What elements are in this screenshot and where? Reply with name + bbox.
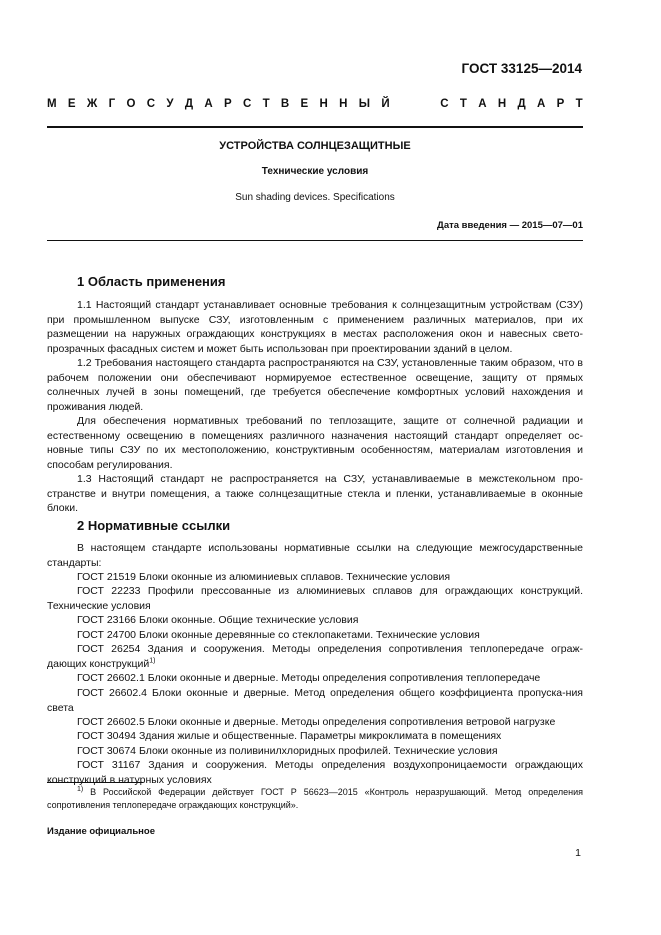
- footnote: [47, 786, 583, 811]
- interstate-standard-banner: [47, 98, 583, 110]
- reference-item-with-footnote: [47, 642, 583, 671]
- reference-item: ГОСТ 22233 Профили прессованные из алюминиевых сплавов для ограждающих конструкций. Технические условия: [47, 585, 583, 612]
- section-1-heading: 1 Область применения: [77, 274, 226, 289]
- reference-item: ГОСТ 23166 Блоки оконные. Общие технические условия: [77, 614, 359, 626]
- banner-letter: С: [440, 98, 449, 110]
- banner-letter: О: [126, 98, 136, 110]
- banner-letter: Д: [184, 98, 194, 110]
- official-edition-label: Издание официальное: [47, 826, 155, 837]
- reference-item: ГОСТ 31167 Здания и сооружения. Методы определения воздухопроницаемости ограждающих конструкций в натурных условиях: [47, 759, 583, 786]
- banner-letter: Т: [575, 98, 583, 110]
- reference-item: ГОСТ 21519 Блоки оконные из алюминиевых сплавов. Технические условия: [77, 571, 451, 583]
- banner-letter: Й: [381, 98, 390, 110]
- banner-letter: А: [204, 98, 213, 110]
- banner-letter: Р: [556, 98, 565, 110]
- banner-letter: Н: [339, 98, 348, 110]
- reference-item: ГОСТ 30494 Здания жилые и общественные. Параметры микроклимата в помещениях: [77, 730, 502, 742]
- banner-letter: Т: [459, 98, 467, 110]
- banner-letter: Н: [497, 98, 507, 110]
- reference-item: ГОСТ 26602.4 Блоки оконные и дверные. Метод определения общего коэффициента пропуска-ния света: [47, 687, 583, 714]
- banner-letter: В: [280, 98, 290, 110]
- reference-text: ГОСТ 26254 Здания и сооружения. Методы определения сопротивления теплопередаче ограж-дающих конструкций: [47, 643, 583, 670]
- reference-item: ГОСТ 26602.5 Блоки оконные и дверные. Методы определения сопротивления ветровой нагрузке: [77, 716, 556, 728]
- section-1-paragraph-4: 1.3 Настоящий стандарт не распространяется на СЗУ, устанавливаемые в межстекольном про-странстве и внутри помещения, а также солнцезащитные стекла и пленки, устанавливаемые в оконные блоки.: [47, 473, 583, 514]
- banner-letter: А: [478, 98, 487, 110]
- english-title: Sun shading devices. Specifications: [235, 192, 395, 203]
- banner-letter: Н: [319, 98, 328, 110]
- section-1-paragraph-3: Для обеспечения нормативных требований по теплозащите, защите от солнечной радиации и естественному освещению в помещениях различного назначения настоящий стандарт определяет ос-новные типы СЗУ по их местоположению, конструктивным особенностям, материалам изготовления и способам регулирования.: [47, 415, 583, 471]
- section-1-paragraph-2: 1.2 Требования настоящего стандарта распространяются на СЗУ, установленные таким образом, что в рабочем положении они обеспечивают нормируемое естественное освещение, защиту от прямых солнечных лучей в зоны помещений, где требуется обеспечение комфортных условий нахождения и проживания людей.: [47, 357, 583, 413]
- footnote-divider: [47, 782, 143, 783]
- title-divider: [47, 240, 583, 241]
- page-number: 1: [575, 847, 581, 859]
- banner-letter: Г: [108, 98, 116, 110]
- banner-letter: Р: [223, 98, 232, 110]
- footnote-marker: 1): [149, 657, 156, 664]
- document-subtitle: Технические условия: [261, 166, 369, 177]
- banner-letter: А: [536, 98, 546, 110]
- reference-item: ГОСТ 24700 Блоки оконные деревянные со стеклопакетами. Технические условия: [77, 629, 480, 641]
- banner-word-gap: [401, 98, 429, 110]
- reference-item: ГОСТ 26602.1 Блоки оконные и дверные. Методы определения сопротивления теплопередаче: [77, 672, 541, 684]
- section-1-paragraph-1: 1.1 Настоящий стандарт устанавливает основные требования к солнцезащитным устройствам (СЗУ) при промышленном выпуске СЗУ, изготовленным с применением различных материалов, при их размещении на наружных ограждающих конструкциях в местах расположения окон и навесных свето-прозрачных фасадных систем и может быть использован при проектировании зданий в целом.: [47, 299, 583, 355]
- banner-letter: С: [146, 98, 156, 110]
- header-divider: [47, 126, 583, 128]
- document-title: УСТРОЙСТВА СОЛНЦЕЗАЩИТНЫЕ: [219, 140, 411, 152]
- section-2-heading: 2 Нормативные ссылки: [77, 518, 231, 533]
- banner-letter: Ы: [358, 98, 371, 110]
- footnote-number: 1): [77, 786, 84, 793]
- banner-letter: Т: [262, 98, 270, 110]
- banner-letter: Е: [300, 98, 309, 110]
- banner-letter: С: [242, 98, 252, 110]
- banner-letter: М: [47, 98, 57, 110]
- section-2-intro: В настоящем стандарте использованы нормативные ссылки на следующие межгосударственные стандарты:: [47, 542, 583, 569]
- standard-code: ГОСТ 33125—2014: [461, 61, 582, 76]
- banner-letter: Е: [67, 98, 76, 110]
- footnote-text: В Российской Федерации действует ГОСТ Р 56623—2015 «Контроль неразрушающий. Метод определения сопротивления теплопередаче ограждающих конструкций».: [47, 787, 583, 810]
- introduction-date: Дата введения — 2015—07—01: [437, 220, 583, 231]
- banner-letter: У: [166, 98, 174, 110]
- reference-item: ГОСТ 30674 Блоки оконные из поливинилхлоридных профилей. Технические условия: [77, 745, 498, 757]
- banner-letter: Д: [517, 98, 526, 110]
- banner-letter: Ж: [86, 98, 98, 110]
